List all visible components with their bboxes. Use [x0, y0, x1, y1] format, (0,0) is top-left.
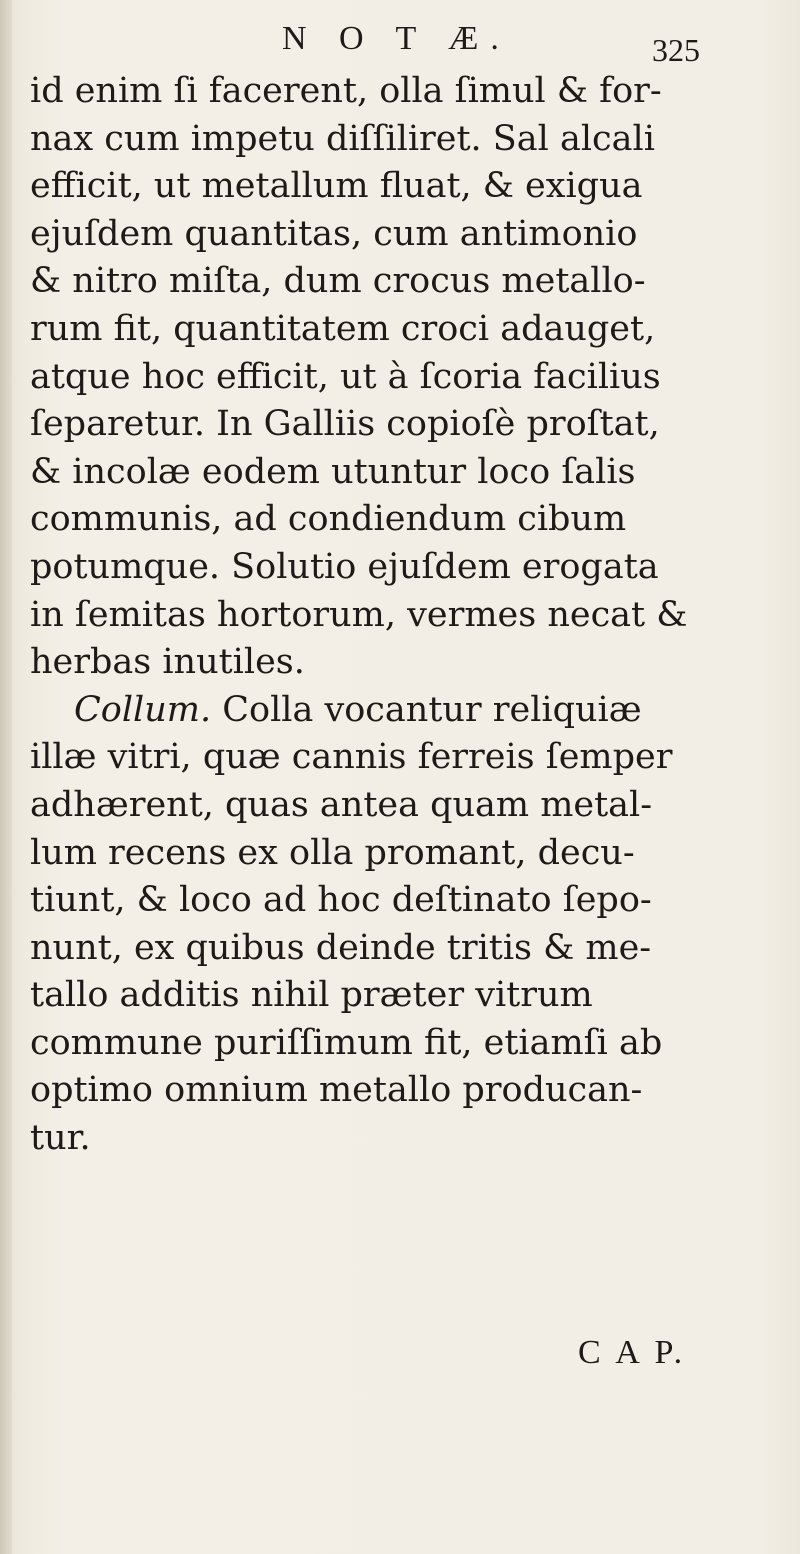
running-title: N O T Æ. — [282, 20, 511, 57]
text-line: commune puriſſimum fit, etiamſi ab — [30, 1022, 663, 1063]
page-gutter — [0, 0, 12, 1554]
text-line: ejuſdem quantitas, cum antimonio — [30, 213, 638, 254]
text-line: id enim ſi facerent, olla ſimul & for- — [30, 71, 662, 111]
text-line: tur. — [30, 1118, 91, 1159]
collum-line-text: Colla vocantur reliquiæ — [211, 689, 642, 730]
running-head — [0, 14, 800, 68]
text-line: & nitro miſta, dum crocus metallo- — [30, 261, 646, 302]
page-number: 325 — [652, 32, 700, 68]
catchword: C A P. — [578, 1334, 687, 1371]
collum-paragraph-start — [30, 687, 750, 735]
text-line: potumque. Solutio ejuſdem erogata — [30, 546, 659, 587]
text-line: illæ vitri, quæ cannis ferreis ſemper — [30, 737, 673, 778]
text-line: tallo additis nihil præter vitrum — [30, 975, 593, 1016]
text-line: adhærent, quas antea quam metal- — [30, 784, 653, 825]
text-line: lum recens ex olla promant, decu- — [30, 832, 635, 873]
text-line: efficit, ut metallum fluat, & exigua — [30, 166, 643, 207]
text-line: communis, ad condiendum cibum — [30, 499, 627, 540]
text-line: & incolæ eodem utuntur loco ſalis — [30, 451, 636, 492]
text-line: optimo omnium metallo producan- — [30, 1070, 643, 1111]
text-line: rum fit, quantitatem croci adauget, — [30, 308, 656, 349]
text-line: nunt, ex quibus deinde tritis & me- — [30, 927, 652, 968]
text-line: ſeparetur. In Galliis copioſè proſtat, — [30, 404, 660, 445]
collum-heading: Collum. — [74, 689, 212, 730]
body-text — [30, 68, 750, 1163]
text-line: nax cum impetu diſſiliret. Sal alcali — [30, 118, 655, 159]
text-line: in ſemitas hortorum, vermes necat & — [30, 594, 688, 635]
text-line: atque hoc efficit, ut à ſcoria facilius — [30, 356, 661, 397]
text-line: herbas inutiles. — [30, 642, 305, 683]
text-line: tiunt, & loco ad hoc deſtinato ſepo- — [30, 880, 652, 921]
